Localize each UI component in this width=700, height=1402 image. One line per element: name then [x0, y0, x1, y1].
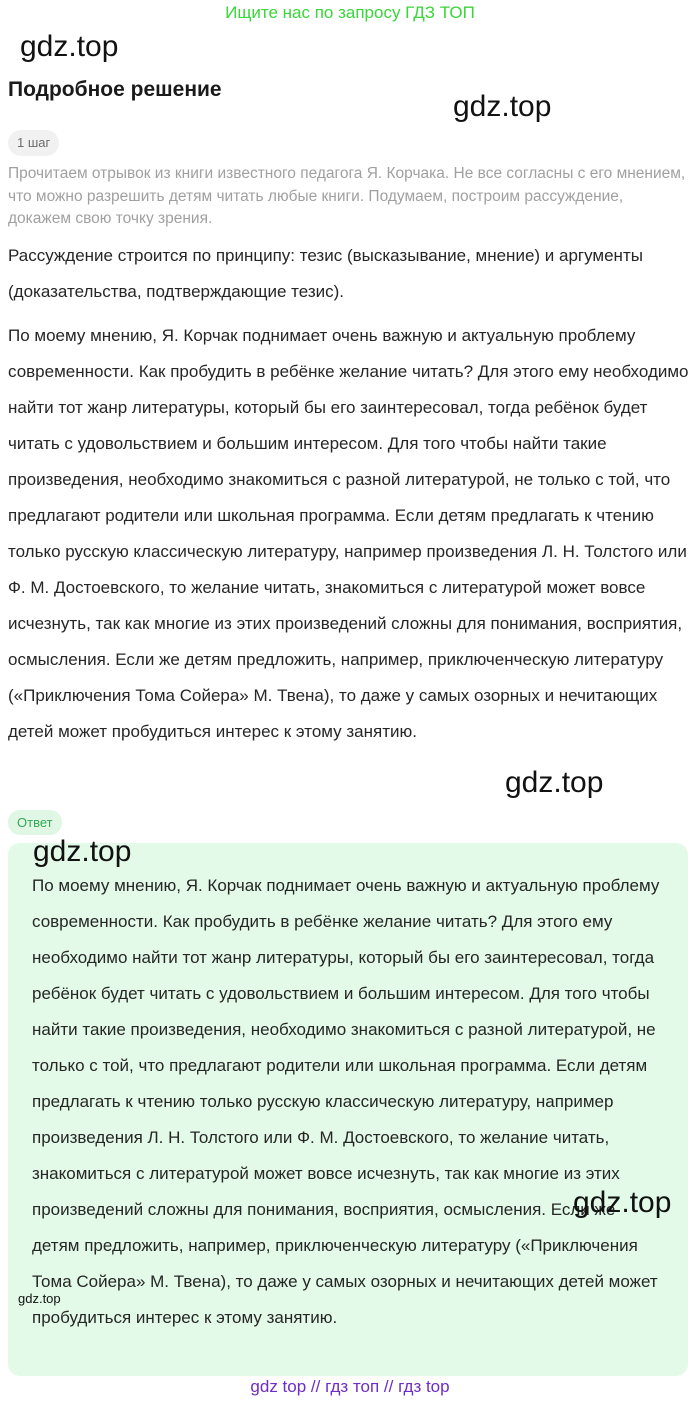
top-banner: Ищите нас по запросу ГДЗ ТОП — [225, 3, 475, 22]
watermark: gdz.top — [453, 90, 552, 123]
answer-text: По моему мнению, Я. Корчак поднимает очень важную и актуальную проблему современности. Как пробудить в ребёнке желание читать? Для этого ему необходимо найти тот жанр литературы, который бы его заинтересовал, тогда ребёнок будет читать с удовольствием и большим интересом. Для того чтобы найти такие произведения, необходимо знакомиться с разной литературой, не только с той, что предлагают родители или школьная программа. Если детям предлагать к чтению только русскую классическую литературу, например произведения Л. Н. Толстого или Ф. М. Достоевского, то желание читать, знакомиться с литературой может вовсе исчезнуть, так как многие из этих произведений сложны для понимания, восприятия, осмысления. Если же детям предложить, например, приключенческую литературу («Приключения Тома Сойера» М. Твена), то даже у самых озорных и нечитающих детей может пробудиться интерес к этому занятию. — [32, 876, 660, 1327]
step-intro-text: Прочитаем отрывок из книги известного педагога Я. Корчака. Не все согласны с его мнением, что можно разрешить детям читать любые книги. Подумаем, построим рассуждение, докажем свою точку зрения. — [8, 165, 686, 227]
reasoning-paragraph: Рассуждение строится по принципу: тезис (высказывание, мнение) и аргументы (доказательства, подтверждающие тезис). — [8, 246, 643, 301]
watermark: gdz.top — [33, 835, 132, 868]
watermark: gdz.top — [505, 766, 604, 799]
page-title: Подробное решение — [8, 78, 222, 101]
footer-links: gdz top // гдз топ // гдз top — [250, 1377, 450, 1396]
watermark: gdz.top — [18, 1291, 61, 1306]
watermark: gdz.top — [573, 1186, 672, 1219]
watermark: gdz.top — [20, 30, 119, 63]
step-badge: 1 шаг — [8, 130, 59, 156]
argument-paragraph: По моему мнению, Я. Корчак поднимает очень важную и актуальную проблему современности. Как пробудить в ребёнке желание читать? Для этого ему необходимо найти тот жанр литературы, который бы его заинтересовал, тогда ребёнок будет читать с удовольствием и большим интересом. Для того чтобы найти такие произведения, необходимо знакомиться с разной литературой, не только с той, что предлагают родители или школьная программа. Если детям предлагать к чтению только русскую классическую литературу, например произведения Л. Н. Толстого или Ф. М. Достоевского, то желание читать, знакомиться с литературой может вовсе исчезнуть, так как многие из этих произведений сложны для понимания, восприятия, осмысления. Если же детям предложить, например, приключенческую литературу («Приключения Тома Сойера» М. Твена), то даже у самых озорных и нечитающих детей может пробудиться интерес к этому занятию. — [8, 326, 689, 741]
answer-badge: Ответ — [8, 810, 62, 835]
